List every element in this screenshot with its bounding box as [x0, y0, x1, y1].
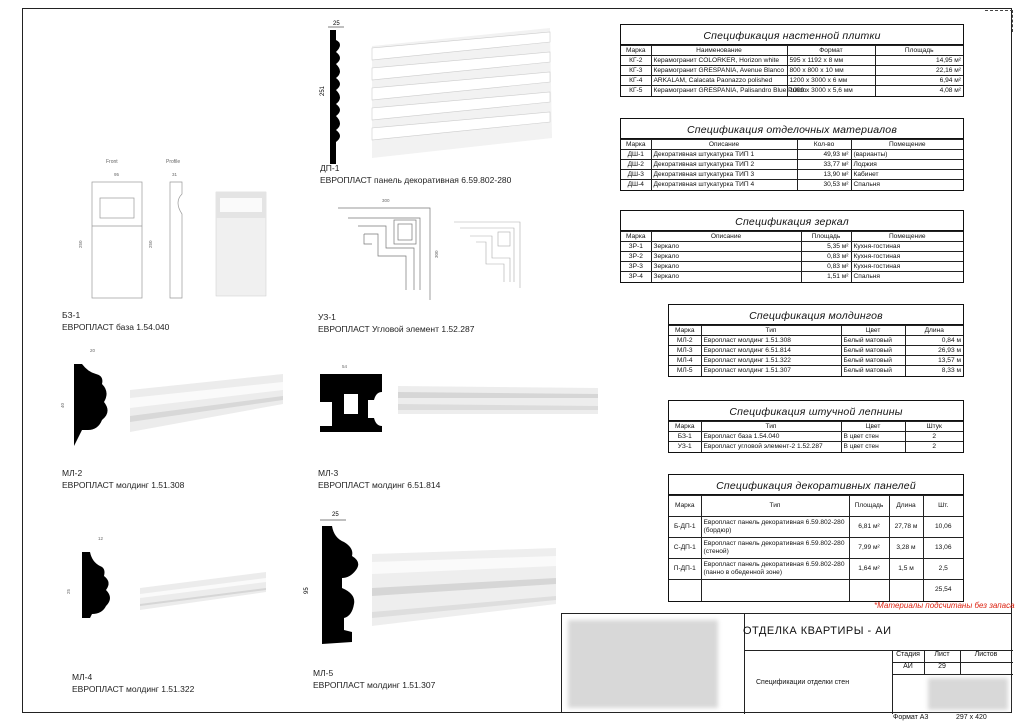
table-header-cell: Марка: [621, 140, 651, 150]
format-size: 297 x 420: [956, 714, 987, 721]
table-cell: ДШ-4: [621, 180, 651, 190]
table-cell: ARKALAM, Calacata Paonazzo polished: [651, 76, 787, 86]
table-cell: В цвет стен: [841, 442, 905, 452]
table-cell: С-ДП-1: [669, 538, 701, 559]
table-row: [621, 272, 963, 282]
table-cell: ДШ-2: [621, 160, 651, 170]
table-cell: (варианты): [851, 150, 963, 160]
ml4-render: [140, 572, 266, 610]
table-cell: Декоративная штукатурка ТИП 3: [651, 170, 797, 180]
table-row: [669, 442, 963, 452]
panels-spec-table: [668, 474, 964, 602]
table-cell: Керамогранит GRESPANIA, Palisandro Blue Pulido: [651, 86, 787, 96]
table-cell: 6,81 м²: [849, 517, 889, 538]
table-cell: 1,51 м²: [801, 272, 851, 282]
table-cell: Кухня-гостиная: [851, 252, 963, 262]
table-cell: 26,93 м: [905, 346, 963, 356]
svg-text:250: 250: [148, 240, 153, 248]
table-cell: МЛ-4: [669, 356, 701, 366]
bz1-profile-label: Profile: [166, 159, 181, 165]
table-cell: Керамогранит COLORKER, Horizon white: [651, 56, 787, 66]
table-cell: ЗР-3: [621, 262, 651, 272]
table-row: [669, 346, 963, 356]
table-header-cell: Штук: [905, 422, 963, 432]
table-header-row: [621, 140, 963, 150]
stucco-title: Спецификация штучной лепнины: [669, 401, 963, 421]
table-row: [669, 517, 963, 538]
table-row: [669, 356, 963, 366]
table-header-cell: Марка: [669, 326, 701, 336]
table-cell: Европласт молдинг 1.51.307: [701, 366, 841, 376]
uz1-render: [454, 222, 520, 288]
table-cell: 22,16 м²: [875, 66, 963, 76]
panels-total: 25,54: [923, 580, 963, 601]
table-cell: МЛ-2: [669, 336, 701, 346]
table-header-cell: Длина: [905, 326, 963, 336]
table-cell: Зеркало: [651, 262, 801, 272]
ml5-name: ЕВРОПЛАСТ молдинг 1.51.307: [313, 680, 436, 690]
dp1-code: ДП-1: [320, 163, 340, 173]
table-row: [621, 150, 963, 160]
ml5-drawing: [300, 508, 560, 660]
table-header-row: [669, 422, 963, 432]
ml3-drawing: [312, 362, 602, 442]
bz1-code: БЗ-1: [62, 310, 81, 320]
svg-text:300: 300: [434, 250, 439, 258]
svg-text:25: 25: [66, 588, 71, 594]
table-cell: Европласт панель декоративная 6.59.802-280 (бордюр): [701, 517, 849, 538]
table-row: [621, 56, 963, 66]
ml4-name: ЕВРОПЛАСТ молдинг 1.51.322: [72, 684, 195, 694]
bz1-render: [216, 192, 266, 296]
stucco-spec-table: [668, 400, 964, 453]
table-cell: 4,08 м²: [875, 86, 963, 96]
table-cell: П-ДП-1: [669, 559, 701, 580]
table-cell: 10,06: [923, 517, 963, 538]
table-header-cell: Тип: [701, 422, 841, 432]
ml5-code: МЛ-5: [313, 668, 334, 678]
table-cell: ЗР-4: [621, 272, 651, 282]
table-header-cell: Марка: [669, 496, 701, 517]
svg-text:250: 250: [78, 240, 83, 248]
table-header-row: [669, 496, 963, 517]
dp1-panel-render: [372, 28, 552, 158]
table-cell: Декоративная штукатурка ТИП 2: [651, 160, 797, 170]
moldings-title: Спецификация молдингов: [669, 305, 963, 325]
table-cell: УЗ-1: [669, 442, 701, 452]
table-cell: Зеркало: [651, 272, 801, 282]
svg-text:20: 20: [90, 348, 96, 353]
table-cell: Зеркало: [651, 242, 801, 252]
materials-note: *Материалы подсчитаны без запаса: [874, 601, 1015, 610]
table-header-cell: Описание: [651, 232, 801, 242]
table-row: [621, 66, 963, 76]
format-label: Формат А3: [893, 714, 929, 721]
table-cell: 8,33 м: [905, 366, 963, 376]
sheet-value: 29: [938, 663, 946, 670]
project-title: ОТДЕЛКА КВАРТИРЫ - АИ: [743, 625, 892, 637]
table-cell: КГ-4: [621, 76, 651, 86]
ml3-code: МЛ-3: [318, 468, 339, 478]
table-cell: 13,90 м²: [797, 170, 851, 180]
dp1-dim-h: 251: [320, 85, 326, 96]
sheet-label: Лист: [934, 651, 950, 658]
svg-text:25: 25: [332, 512, 339, 518]
table-cell: 13,06: [923, 538, 963, 559]
table-header-cell: Кол-во: [797, 140, 851, 150]
table-cell: 3,28 м: [889, 538, 923, 559]
table-cell: ЗР-2: [621, 252, 651, 262]
uz1-drawing: [330, 196, 540, 306]
table-header-cell: Помещение: [851, 140, 963, 150]
table-cell: Европласт панель декоративная 6.59.802-280 (панно в обеденной зоне): [701, 559, 849, 580]
table-cell: Белый матовый: [841, 366, 905, 376]
table-cell: БЗ-1: [669, 432, 701, 442]
table-header-cell: Формат: [787, 46, 875, 56]
svg-text:54: 54: [342, 364, 348, 369]
table-cell: 1,5 м: [889, 559, 923, 580]
table-cell: 0,83 м²: [801, 252, 851, 262]
table-cell: 14,95 м²: [875, 56, 963, 66]
table-cell: 49,93 м²: [797, 150, 851, 160]
table-cell: 0,84 м: [905, 336, 963, 346]
table-header-cell: Площадь: [849, 496, 889, 517]
table-cell: ДШ-3: [621, 170, 651, 180]
redacted-signatures: [568, 620, 718, 708]
table-header-cell: Описание: [651, 140, 797, 150]
table-cell: 2: [905, 442, 963, 452]
ml4-drawing: [62, 534, 272, 634]
table-row: [621, 180, 963, 190]
table-header-cell: Площадь: [875, 46, 963, 56]
dp1-dim-w: 25: [333, 21, 340, 27]
table-cell: Европласт угловой элемент-2 1.52.287: [701, 442, 841, 452]
table-cell: 595 x 1192 x 8 мм: [787, 56, 875, 66]
table-cell: 800 x 800 x 10 мм: [787, 66, 875, 76]
table-cell: ДШ-1: [621, 150, 651, 160]
tiles-spec-table: [620, 24, 964, 97]
table-cell: Кухня-гостиная: [851, 242, 963, 252]
bz1-name: ЕВРОПЛАСТ база 1.54.040: [62, 322, 170, 332]
table-row: [669, 538, 963, 559]
table-cell: 2,5: [923, 559, 963, 580]
table-cell: 33,77 м²: [797, 160, 851, 170]
svg-text:95: 95: [114, 172, 120, 177]
table-header-row: [621, 46, 963, 56]
ml2-render: [130, 374, 283, 432]
table-header-cell: Марка: [669, 422, 701, 432]
table-header-cell: Тип: [701, 326, 841, 336]
moldings-spec-table: [668, 304, 964, 377]
table-cell: Белый матовый: [841, 356, 905, 366]
finish-spec-table: [620, 118, 964, 191]
tiles-title: Спецификация настенной плитки: [621, 25, 963, 45]
table-cell: 1,64 м²: [849, 559, 889, 580]
stage-value: АИ: [903, 663, 913, 670]
table-cell: 13,57 м: [905, 356, 963, 366]
table-row: [621, 86, 963, 96]
table-cell: МЛ-3: [669, 346, 701, 356]
ml2-drawing: [58, 346, 288, 456]
table-header-cell: Цвет: [841, 422, 905, 432]
table-total-row: [669, 580, 963, 601]
table-header-cell: Марка: [621, 232, 651, 242]
table-cell: Спальня: [851, 180, 963, 190]
table-cell: Кухня-гостиная: [851, 262, 963, 272]
stage-label: Стадия: [896, 651, 920, 658]
table-row: [669, 432, 963, 442]
dp1-drawing: [320, 18, 560, 158]
redacted-company: [928, 678, 1008, 710]
sheet-corner-mark: [985, 10, 1013, 32]
table-cell: 0,83 м²: [801, 262, 851, 272]
table-row: [621, 262, 963, 272]
table-cell: Декоративная штукатурка ТИП 4: [651, 180, 797, 190]
ml5-render: [372, 548, 556, 626]
table-header-cell: Марка: [621, 46, 651, 56]
table-header-cell: Наименование: [651, 46, 787, 56]
finish-title: Спецификация отделочных материалов: [621, 119, 963, 139]
ml2-name: ЕВРОПЛАСТ молдинг 1.51.308: [62, 480, 185, 490]
svg-text:300: 300: [382, 198, 390, 203]
table-header-cell: Площадь: [801, 232, 851, 242]
table-cell: Белый матовый: [841, 336, 905, 346]
table-cell: КГ-3: [621, 66, 651, 76]
table-header-cell: Шт.: [923, 496, 963, 517]
ml3-name: ЕВРОПЛАСТ молдинг 6.51.814: [318, 480, 441, 490]
sheet-name: Спецификации отделки стен: [756, 679, 850, 686]
table-cell: Спальня: [851, 272, 963, 282]
table-cell: ЗР-1: [621, 242, 651, 252]
table-cell: Белый матовый: [841, 346, 905, 356]
table-header-cell: Цвет: [841, 326, 905, 336]
table-cell: 27,78 м: [889, 517, 923, 538]
table-cell: Европласт панель декоративная 6.59.802-280 (стеной): [701, 538, 849, 559]
bz1-drawing: [70, 158, 280, 303]
table-cell: 1200 x 3000 x 6 мм: [787, 76, 875, 86]
svg-text:31: 31: [172, 172, 178, 177]
table-header-cell: Помещение: [851, 232, 963, 242]
table-header-row: [621, 232, 963, 242]
table-cell: Б-ДП-1: [669, 517, 701, 538]
table-cell: Европласт молдинг 6.51.814: [701, 346, 841, 356]
table-cell: Европласт молдинг 1.51.308: [701, 336, 841, 346]
svg-text:95: 95: [304, 587, 310, 594]
table-row: [621, 252, 963, 262]
table-cell: 6,94 м²: [875, 76, 963, 86]
table-cell: 2: [905, 432, 963, 442]
dp1-name: ЕВРОПЛАСТ панель декоративная 6.59.802-280: [320, 175, 512, 185]
table-row: [621, 76, 963, 86]
bz1-front-label: Front: [106, 159, 118, 165]
table-cell: 5,35 м²: [801, 242, 851, 252]
table-row: [621, 170, 963, 180]
table-cell: Зеркало: [651, 252, 801, 262]
svg-text:40: 40: [60, 402, 65, 408]
table-row: [621, 160, 963, 170]
table-row: [669, 366, 963, 376]
table-cell: В цвет стен: [841, 432, 905, 442]
ml3-render: [398, 386, 598, 414]
uz1-code: УЗ-1: [318, 312, 336, 322]
table-header-row: [669, 326, 963, 336]
ml4-code: МЛ-4: [72, 672, 93, 682]
svg-text:12: 12: [98, 536, 104, 541]
ml2-code: МЛ-2: [62, 468, 83, 478]
table-cell: 30,53 м²: [797, 180, 851, 190]
mirrors-title: Спецификация зеркал: [621, 211, 963, 231]
uz1-name: ЕВРОПЛАСТ Угловой элемент 1.52.287: [318, 324, 475, 334]
table-cell: Лоджия: [851, 160, 963, 170]
table-cell: КГ-5: [621, 86, 651, 96]
table-header-cell: Тип: [701, 496, 849, 517]
table-cell: Европласт молдинг 1.51.322: [701, 356, 841, 366]
table-cell: 7,99 м²: [849, 538, 889, 559]
table-cell: Кабинет: [851, 170, 963, 180]
table-row: [669, 559, 963, 580]
table-header-cell: Длина: [889, 496, 923, 517]
mirrors-spec-table: [620, 210, 964, 283]
sheets-label: Листов: [974, 651, 998, 658]
table-row: [669, 336, 963, 346]
table-cell: Европласт база 1.54.040: [701, 432, 841, 442]
panels-title: Спецификация декоративных панелей: [669, 475, 963, 495]
table-cell: Декоративная штукатурка ТИП 1: [651, 150, 797, 160]
table-cell: 1000 x 3000 x 5,6 мм: [787, 86, 875, 96]
table-cell: Керамогранит GRESPANIA, Avenue Blanco: [651, 66, 787, 76]
table-row: [621, 242, 963, 252]
table-cell: МЛ-5: [669, 366, 701, 376]
table-cell: КГ-2: [621, 56, 651, 66]
